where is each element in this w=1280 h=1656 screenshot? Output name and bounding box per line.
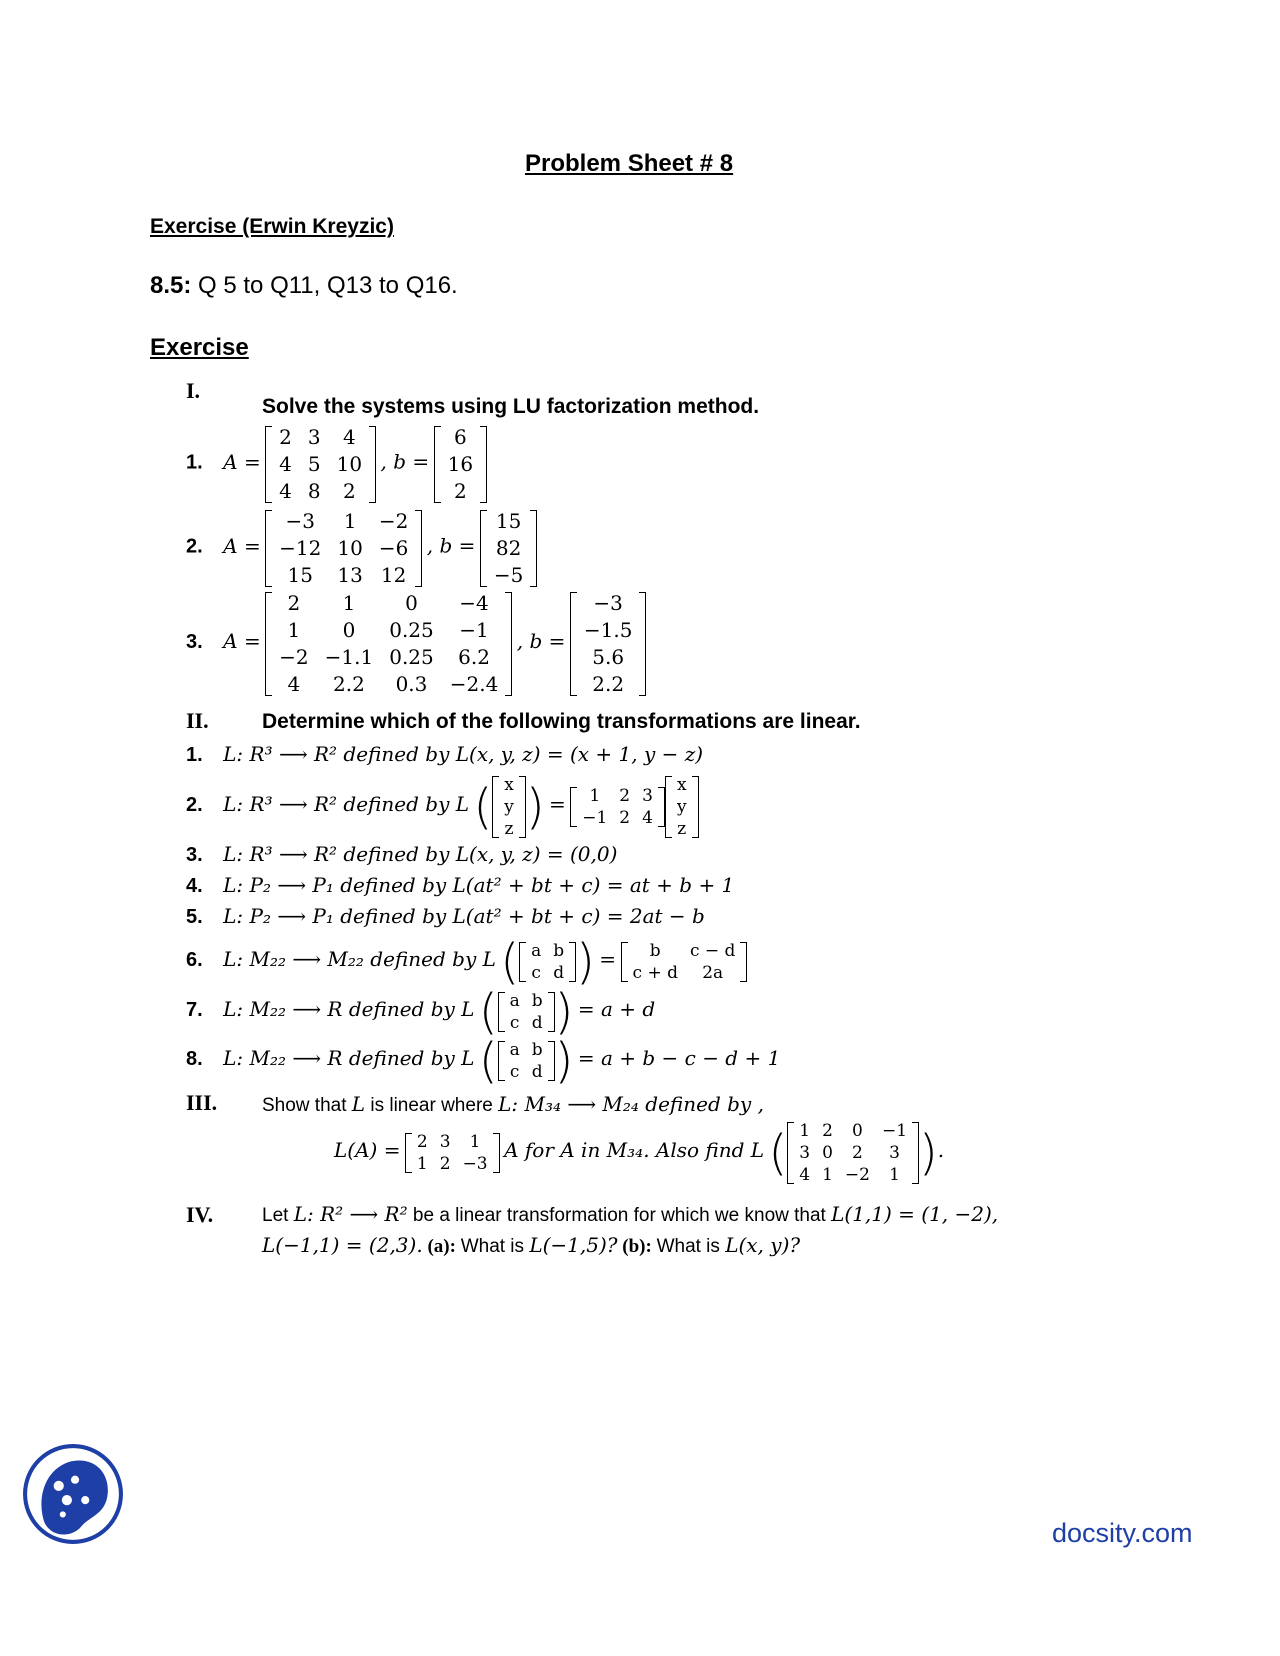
vector-b-cell: 16 <box>447 452 474 476</box>
system-1-b-label: , b = <box>380 449 430 474</box>
transformation-5 <box>186 904 705 929</box>
matrix-a-cell: 0.25 <box>389 618 434 642</box>
transformation-5-num: 5. <box>186 906 203 928</box>
matrix-cell: 2 <box>619 808 631 828</box>
vector-cell: x <box>504 775 514 795</box>
section3-mid: A for A in M₃₄. Also find L <box>504 1138 765 1163</box>
system-2 <box>186 508 537 589</box>
section4-roman: IV. <box>186 1202 214 1227</box>
matrix-a-cell: −2 <box>279 645 309 669</box>
system-3-matrix-a <box>265 590 512 698</box>
system-3-vector-b <box>570 590 647 698</box>
vector-b-cell: 5.6 <box>592 645 625 669</box>
matrix-a-cell: 3 <box>307 425 321 449</box>
exercise-kreyzic-heading: Exercise (Erwin Kreyzic) <box>150 215 394 238</box>
transformation-8-lead: L: M₂₂ ⟶ R defined by L <box>223 1046 475 1071</box>
matrix-cell: a <box>509 991 520 1011</box>
matrix-cell: 2 <box>619 786 631 806</box>
transformation-3-text: L: R³ ⟶ R² defined by L(x, y, z) = (0,0) <box>223 842 618 866</box>
matrix-cell: 2 <box>416 1132 428 1152</box>
system-1-vector-b <box>434 424 487 505</box>
transformation-7-rhs: = a + d <box>577 997 656 1022</box>
brand-link[interactable]: docsity.com <box>1052 1518 1193 1548</box>
system-3-a-label: A = <box>223 629 261 654</box>
matrix-a-cell: 8 <box>307 479 321 503</box>
matrix-a-cell: 12 <box>380 563 407 587</box>
section3-statement: Show that L is linear where L: M₃₄ ⟶ M₂₄ defined by , <box>262 1092 764 1116</box>
matrix-a-cell: 1 <box>343 509 357 533</box>
matrix-a-cell: −2 <box>378 509 409 533</box>
section3-formula: L(A) = 2 3 1 1 2 −3 A for A in M₃₄. Also find L ( 1 2 0 −1 3 0 2 3 4 1 −2 1 ). <box>334 1121 945 1185</box>
transformation-2-output-vector <box>665 774 699 840</box>
matrix-a-cell: −1 <box>459 618 489 642</box>
matrix-cell: −3 <box>462 1154 488 1174</box>
matrix-cell: 4 <box>799 1165 811 1185</box>
matrix-a-cell: −1.1 <box>324 645 374 669</box>
matrix-a-cell: 4 <box>287 672 301 696</box>
vector-b-cell: 2 <box>453 479 467 503</box>
matrix-cell: a <box>531 941 542 961</box>
matrix-a-cell: −2.4 <box>449 672 499 696</box>
transformation-4 <box>186 873 734 898</box>
transformation-6-lead: L: M₂₂ ⟶ M₂₂ defined by L <box>223 947 496 972</box>
matrix-cell: d <box>531 1013 543 1033</box>
matrix-cell: 3 <box>439 1132 451 1152</box>
matrix-a-cell: 4 <box>342 425 356 449</box>
matrix-cell: 0 <box>852 1121 863 1141</box>
system-3-b-label: , b = <box>516 629 566 654</box>
section3-roman: III. <box>186 1090 218 1115</box>
matrix-cell: 2 <box>822 1121 833 1141</box>
vector-cell: z <box>677 819 687 839</box>
transformation-6-output-matrix <box>621 940 748 984</box>
transformation-2-num: 2. <box>186 794 203 817</box>
matrix-cell: c <box>509 1013 520 1033</box>
system-2-num: 2. <box>186 535 203 558</box>
matrix-cell: −1 <box>582 808 608 828</box>
vector-cell: x <box>676 775 687 795</box>
transformation-8-num: 8. <box>186 1048 203 1071</box>
system-3-num: 3. <box>186 631 203 654</box>
matrix-a-cell: −4 <box>459 591 489 615</box>
matrix-a-cell: 13 <box>337 563 363 587</box>
transformation-7-input-matrix <box>498 990 555 1034</box>
page-title: Problem Sheet # 8 <box>525 150 734 177</box>
matrix-a-cell: 0 <box>342 618 356 642</box>
matrix-a-cell: 10 <box>337 536 363 560</box>
matrix-a-cell: 15 <box>287 563 313 587</box>
matrix-cell: a <box>509 1040 520 1060</box>
matrix-cell: 1 <box>469 1132 481 1152</box>
transformation-2-lead: L: R³ ⟶ R² defined by L <box>223 792 470 817</box>
transformation-7-lead: L: M₂₂ ⟶ R defined by L <box>223 997 475 1022</box>
system-2-a-label: A = <box>223 533 261 558</box>
docsity-logo-icon <box>22 1443 124 1545</box>
matrix-a-cell: 5 <box>307 452 321 476</box>
transformation-2: 2. L: R³ ⟶ R² defined by L ( x y z ) = 1 2 3 −1 2 4 x y z <box>186 774 699 840</box>
matrix-cell: 3 <box>799 1143 811 1163</box>
matrix-cell: c <box>509 1062 520 1082</box>
matrix-a-cell: −12 <box>279 536 322 560</box>
matrix-a-cell: −6 <box>378 536 409 560</box>
matrix-cell: b <box>649 941 661 961</box>
transformation-8-rhs: = a + b − c − d + 1 <box>577 1046 781 1071</box>
matrix-a-cell: 2.2 <box>333 672 365 696</box>
transformation-7-num: 7. <box>186 999 203 1022</box>
matrix-a-cell: 0.25 <box>389 645 434 669</box>
section2-title: Determine which of the following transformations are linear. <box>262 710 861 733</box>
matrix-a-cell: −3 <box>285 509 315 533</box>
matrix-cell: c + d <box>632 963 678 983</box>
matrix-cell: 4 <box>642 808 653 828</box>
question-range <box>150 272 458 300</box>
matrix-a-cell: 2 <box>279 425 292 449</box>
system-1-num: 1. <box>186 451 203 474</box>
matrix-cell: b <box>531 991 543 1011</box>
matrix-cell: c − d <box>689 941 736 961</box>
matrix-cell: 2 <box>852 1143 863 1163</box>
matrix-cell: 1 <box>822 1165 833 1185</box>
transformation-3-num: 3. <box>186 844 203 866</box>
matrix-a-cell: 4 <box>279 452 292 476</box>
section3-input-matrix <box>787 1120 919 1186</box>
transformation-5-text: L: P₂ ⟶ P₁ defined by L(at² + bt + c) = 2at − b <box>223 904 705 928</box>
transformation-7: 7. L: M₂₂ ⟶ R defined by L ( a b c d ) = a + d <box>186 984 656 1040</box>
vector-b-cell: −3 <box>593 591 623 615</box>
matrix-cell: 3 <box>642 786 653 806</box>
matrix-cell: 1 <box>416 1154 428 1174</box>
section4-line1: Let L: R² ⟶ R² be a linear transformation for which we know that L(1,1) = (1, −2), <box>262 1202 999 1226</box>
matrix-cell: 1 <box>889 1165 900 1185</box>
transformation-1-text: L: R³ ⟶ R² defined by L(x, y, z) = (x + 1, y − z) <box>223 742 704 766</box>
transformation-1 <box>186 742 703 767</box>
matrix-cell: c <box>531 963 541 983</box>
vector-b-cell: −5 <box>493 563 524 587</box>
section1-title: Solve the systems using LU factorization method. <box>262 395 760 418</box>
vector-cell: z <box>504 819 514 839</box>
matrix-a-cell: 0 <box>405 591 418 615</box>
matrix-cell: 0 <box>822 1143 833 1163</box>
vector-b-cell: 6 <box>453 425 467 449</box>
transformation-2-eq: = <box>549 792 566 817</box>
transformation-8-input-matrix <box>498 1039 555 1083</box>
transformation-3 <box>186 842 617 867</box>
matrix-a-cell: 10 <box>336 452 363 476</box>
transformation-4-text: L: P₂ ⟶ P₁ defined by L(at² + bt + c) = at + b + 1 <box>223 873 735 897</box>
section4-line2: L(−1,1) = (2,3). (a): What is L(−1,5)? (b): What is L(x, y)? <box>262 1233 801 1257</box>
transformation-1-num: 1. <box>186 744 203 766</box>
matrix-cell: 2a <box>702 963 724 983</box>
vector-b-cell: −1.5 <box>583 618 633 642</box>
system-2-matrix-a <box>265 508 422 589</box>
exercise-heading: Exercise <box>150 334 249 361</box>
transformation-6-eq: = <box>599 947 617 972</box>
matrix-cell: 3 <box>889 1143 900 1163</box>
question-range-text: Q 5 to Q11, Q13 to Q16. <box>191 272 458 299</box>
transformation-8: 8. L: M₂₂ ⟶ R defined by L ( a b c d ) = a + b − c − d + 1 <box>186 1033 781 1089</box>
system-1-matrix-a <box>265 424 376 505</box>
matrix-cell: −2 <box>844 1165 870 1185</box>
vector-b-cell: 2.2 <box>592 672 625 696</box>
transformation-6-num: 6. <box>186 949 203 972</box>
vector-b-cell: 15 <box>495 509 522 533</box>
section1-roman: I. <box>186 378 201 403</box>
system-1 <box>186 424 487 505</box>
matrix-a-cell: 6.2 <box>458 645 490 669</box>
transformation-2-matrix <box>570 785 665 829</box>
transformation-6-input-matrix <box>519 940 576 984</box>
matrix-cell: 2 <box>439 1154 451 1174</box>
section3-end: . <box>937 1138 945 1163</box>
matrix-a-cell: 1 <box>342 591 356 615</box>
system-3 <box>186 590 646 698</box>
matrix-cell: −1 <box>881 1121 908 1141</box>
section2-roman: II. <box>186 708 209 733</box>
transformation-4-num: 4. <box>186 875 203 897</box>
vector-b-cell: 82 <box>495 536 522 560</box>
matrix-a-cell: 4 <box>279 479 292 503</box>
question-range-label: 8.5: <box>150 272 192 299</box>
vector-cell: y <box>676 797 687 817</box>
section3-lhs: L(A) = <box>334 1138 401 1163</box>
transformation-2-input-vector <box>492 774 526 840</box>
matrix-cell: 1 <box>589 786 601 806</box>
matrix-cell: b <box>531 1040 543 1060</box>
matrix-a-cell: 1 <box>287 618 301 642</box>
matrix-cell: b <box>553 941 565 961</box>
system-1-a-label: A = <box>223 449 261 474</box>
system-2-b-label: , b = <box>426 533 476 558</box>
matrix-cell: 1 <box>799 1121 811 1141</box>
matrix-a-cell: 2 <box>287 591 301 615</box>
matrix-cell: d <box>531 1062 543 1082</box>
vector-cell: y <box>504 797 514 817</box>
transformation-6: 6. L: M₂₂ ⟶ M₂₂ defined by L ( a b c d ) = b c − d c + d 2a <box>186 934 747 990</box>
system-2-vector-b <box>480 508 537 589</box>
section3-matrix <box>405 1131 500 1175</box>
matrix-a-cell: 2 <box>342 479 356 503</box>
matrix-a-cell: 0.3 <box>395 672 428 696</box>
matrix-cell: d <box>553 963 565 983</box>
